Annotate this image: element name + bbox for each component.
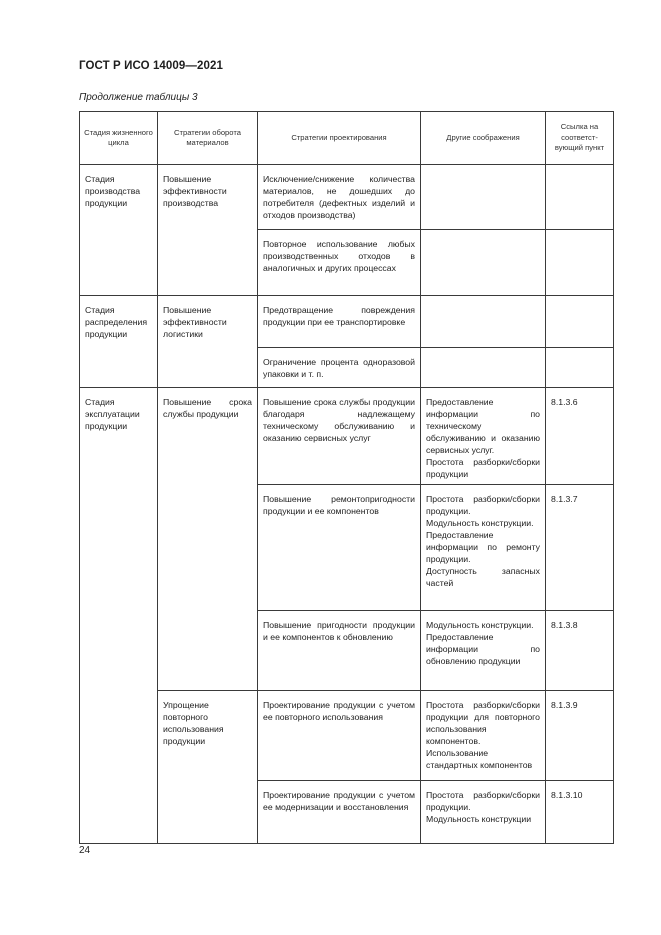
other-considerations-cell	[421, 348, 546, 388]
stage-cell: Стадия производства продукции	[80, 165, 158, 296]
reference-cell	[546, 348, 614, 388]
page-number: 24	[79, 845, 91, 856]
reference-cell	[546, 165, 614, 230]
strategies-table	[79, 111, 614, 844]
reference-cell: 8.1.3.9	[546, 691, 614, 781]
other-considerations-cell: Простота разборки/сборки продукции. Модульность конструкции	[421, 781, 546, 844]
column-header-reference: Ссылка на соответст-вующий пункт	[546, 112, 614, 165]
design-strategy-cell: Предотвращение повреждения продукции при ее транспортировке	[258, 296, 421, 348]
other-considerations-cell	[421, 165, 546, 230]
other-considerations-cell: Простота разборки/сборки продукции для повторного использования компонентов. Использование стандартных компонентов	[421, 691, 546, 781]
table-row	[80, 388, 614, 485]
design-strategy-cell: Повышение срока службы продукции благодаря надлежащему техническому обслуживанию и оказанию сервисных услуг	[258, 388, 421, 485]
reference-cell	[546, 296, 614, 348]
reference-cell: 8.1.3.8	[546, 611, 614, 691]
material-strategy-cell: Повышение срока службы продукции	[158, 388, 258, 691]
other-considerations-cell: Простота разборки/сборки продукции. Модульность конструкции. Предоставление информации по ремонту продукции. Доступность запасных частей	[421, 485, 546, 611]
design-strategy-cell: Повышение ремонтопригодности продукции и ее компонентов	[258, 485, 421, 611]
table-header-row	[80, 112, 614, 165]
document-header: ГОСТ Р ИСО 14009—2021	[79, 60, 224, 72]
reference-cell	[546, 230, 614, 296]
design-strategy-cell: Ограничение процента одноразовой упаковки и т. п.	[258, 348, 421, 388]
material-strategy-cell: Упрощение повторного использования продукции	[158, 691, 258, 844]
table-caption: Продолжение таблицы 3	[79, 92, 198, 103]
table-row	[80, 691, 614, 781]
design-strategy-cell: Повторное использование любых производственных отходов в аналогичных и других процессах	[258, 230, 421, 296]
column-header-material-strategy: Стратегии оборота материалов	[158, 112, 258, 165]
reference-cell: 8.1.3.10	[546, 781, 614, 844]
design-strategy-cell: Повышение пригодности продукции и ее компонентов к обновлению	[258, 611, 421, 691]
stage-cell: Стадия распределения продукции	[80, 296, 158, 388]
other-considerations-cell	[421, 230, 546, 296]
stage-cell: Стадия эксплуатации продукции	[80, 388, 158, 844]
reference-cell: 8.1.3.7	[546, 485, 614, 611]
table-row	[80, 296, 614, 348]
table-row	[80, 165, 614, 230]
design-strategy-cell: Проектирование продукции с учетом ее повторного использования	[258, 691, 421, 781]
other-considerations-cell: Модульность конструкции. Предоставление информации по обновлению продукции	[421, 611, 546, 691]
column-header-design-strategy: Стратегии проектирования	[258, 112, 421, 165]
other-considerations-cell: Предоставление информации по техническому обслуживанию и оказанию сервисных услуг. Простота разборки/сборки продукции	[421, 388, 546, 485]
reference-cell: 8.1.3.6	[546, 388, 614, 485]
material-strategy-cell: Повышение эффективности производства	[158, 165, 258, 296]
column-header-stage: Стадия жизненного цикла	[80, 112, 158, 165]
design-strategy-cell: Исключение/снижение количества материалов, не дошедших до потребителя (дефектных изделий и отходов производства)	[258, 165, 421, 230]
design-strategy-cell: Проектирование продукции с учетом ее модернизации и восстановления	[258, 781, 421, 844]
other-considerations-cell	[421, 296, 546, 348]
column-header-other: Другие соображения	[421, 112, 546, 165]
material-strategy-cell: Повышение эффективности логистики	[158, 296, 258, 388]
